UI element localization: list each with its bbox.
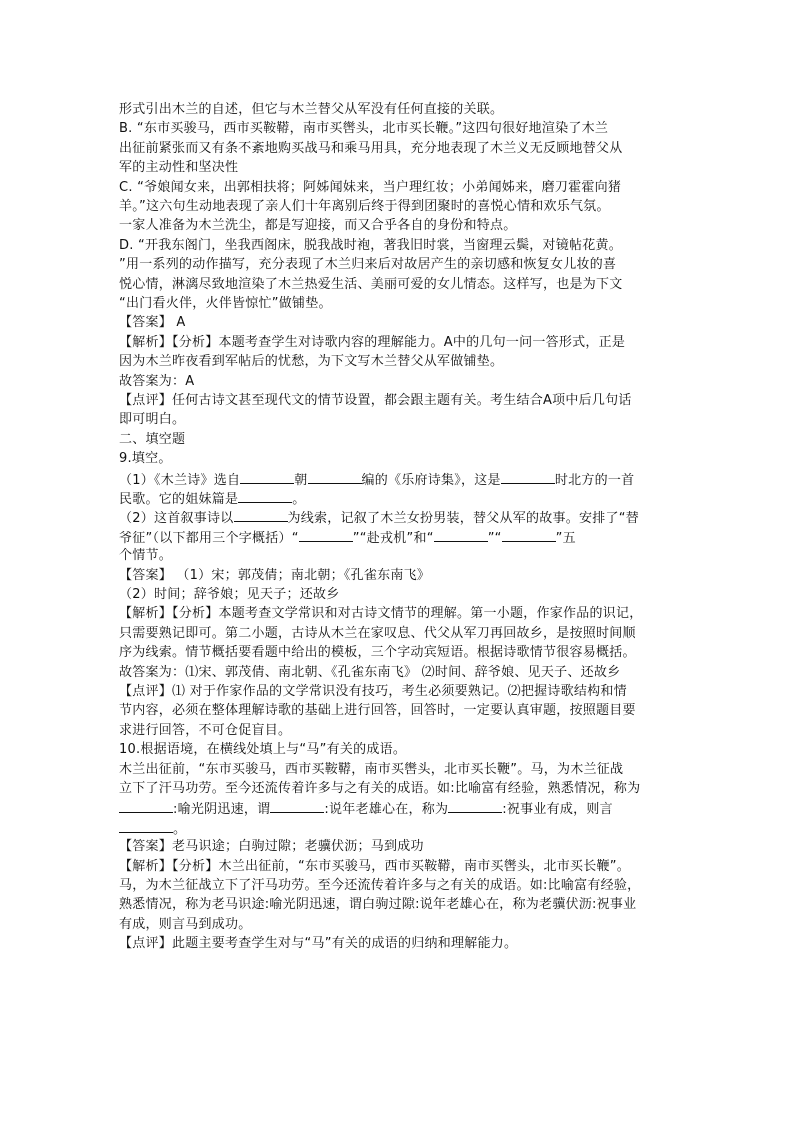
text-line: 9.填空。 <box>119 451 172 467</box>
fill-in-blank <box>119 799 173 813</box>
text-segment: （1）《木兰诗》选自 <box>119 472 241 488</box>
text-line <box>119 470 634 490</box>
text-line: 木兰出征前，“东市买骏马，西市买鞍鞯，南市买辔头，北市买长鞭”。马，为木兰征战 <box>119 761 624 777</box>
text-segment: 。 <box>292 492 306 507</box>
text-line: 立下了汗马功劳。至今还流传着许多与之有关的成语。如:比喻富有经验，熟悉情况，称为 <box>119 781 641 796</box>
text-segment: 。 <box>173 821 187 837</box>
fill-in-blank <box>448 799 502 813</box>
fill-in-blank <box>434 528 488 542</box>
text-segment: :说年老雄心在，称为 <box>324 802 449 818</box>
text-line: 【解析】【分析】本题考查文学常识和对古诗文情节的理解。第一小题，作家作品的识记， <box>119 606 643 622</box>
text-segment: :祝事业有成，则言 <box>502 802 613 818</box>
text-line: 【答案】 （1）宋；郭茂倩；南北朝；《孔雀东南飞》 <box>119 567 431 583</box>
text-line: 【点评】⑴ 对于作家作品的文学常识没有技巧，考生必须要熟记。⑵把握诗歌结构和情 <box>119 684 627 699</box>
text-segment: （2）这首叙事诗以 <box>119 511 234 527</box>
text-line: ”用一系列的动作描写，充分表现了木兰归来后对故居产生的亲切感和恢复女儿妆的喜 <box>119 257 617 273</box>
text-line: 【点评】此题主要考查学生对与“马”有关的成语的归纳和理解能力。 <box>119 936 518 952</box>
text-segment: 朝 <box>294 472 308 488</box>
fill-in-blank <box>308 470 362 484</box>
text-line: 形式引出木兰的自述，但它与木兰替父从军没有任何直接的关联。 <box>119 102 504 117</box>
text-segment: 为线索，记叙了木兰女扮男装，替父从军的故事。安排了“替 <box>287 511 640 527</box>
text-line: B. “东市买骏马，西市买鞍鞯，南市买辔头，北市买长鞭。”这四句很好地渲染了木兰 <box>119 121 609 137</box>
text-line: 二、填空题 <box>119 431 186 447</box>
text-line: 节内容，必须在整体理解诗歌的基础上进行回答，回答时，一定要认真审题，按照题目要 <box>119 703 636 719</box>
text-segment: ”“ <box>487 530 502 546</box>
text-line: 有成，则言马到成功。 <box>119 916 252 932</box>
text-line: 序为线索。情节概括要看题中给出的模板，三个字动宾短语。根据诗歌情节很容易概括。 <box>119 645 636 661</box>
text-line <box>119 508 639 528</box>
text-segment: ”“赴戎机”和“ <box>352 530 434 546</box>
text-line <box>119 489 306 509</box>
text-line: C. “爷娘闻女来，出郭相扶将；阿姊闻妹来，当户理红妆；小弟闻姊来，磨刀霍霍向猪 <box>119 179 622 195</box>
text-line: 【答案】 A <box>119 315 186 331</box>
text-line: “出门看火伴，火伴皆惊忙”做铺垫。 <box>119 296 332 311</box>
text-segment: 时北方的一首 <box>554 472 635 488</box>
text-line: 因为木兰昨夜看到军帖后的忧愁，为下文写木兰替父从军做铺垫。 <box>119 354 504 370</box>
text-line: 故答案为：⑴宋、郭茂倩、南北朝、《孔雀东南飞》 ⑵时间、辞爷娘、见天子、还故乡 <box>119 664 621 680</box>
text-line: 即可明白。 <box>119 412 186 428</box>
text-line: 【答案】老马识途；白驹过隙；老骥伏沥；马到成功 <box>119 839 424 855</box>
text-line: 悦心情，淋漓尽致地渲染了木兰热爱生活、美丽可爱的女儿情态。这样写，也是为下文 <box>119 276 623 292</box>
text-line: 【解析】【分析】木兰出征前，“东市买骏马，西市买鞍鞯，南市买辔头，北市买长鞭”。 <box>119 858 630 874</box>
text-line: 故答案为：A <box>119 373 195 389</box>
fill-in-blank <box>501 470 555 484</box>
fill-in-blank <box>234 508 288 522</box>
text-line: D. “开我东阁门，坐我西阁床，脱我战时袍，著我旧时裳，当窗理云鬓，对镜帖花黄。 <box>119 237 623 253</box>
text-line: （2）时间；辞爷娘；见天子；还故乡 <box>119 587 340 602</box>
text-line: 10.根据语境，在横线处填上与“马”有关的成语。 <box>119 742 407 758</box>
text-line: 个情节。 <box>119 548 173 564</box>
text-line: 【点评】任何古诗文甚至现代文的情节设置，都会跟主题有关。考生结合A项中后几句话 <box>119 393 632 408</box>
text-line: 军的主动性和坚决性 <box>119 160 239 176</box>
fill-in-blank <box>240 470 294 484</box>
fill-in-blank <box>502 528 556 542</box>
text-segment: ”五 <box>555 530 576 546</box>
text-line: 求进行回答，不可仓促盲目。 <box>119 722 292 738</box>
text-line: 出征前紧张而又有条不紊地购买战马和乘马用具，充分地表现了木兰义无反顾地替父从 <box>119 140 623 156</box>
text-line: 马，为木兰征战立下了汗马功劳。至今还流传着许多与之有关的成语。如:比喻富有经验， <box>119 878 641 893</box>
text-line: 一家人准备为木兰洗尘，都是写迎接，而又合乎各自的身份和特点。 <box>119 218 517 234</box>
text-line <box>119 799 613 819</box>
text-line <box>119 528 576 548</box>
text-segment: 编的《乐府诗集》，这是 <box>361 472 501 488</box>
text-line: 【解析】【分析】本题考查学生对诗歌内容的理解能力。A中的几句一问一答形式，正是 <box>119 334 626 350</box>
text-segment: 爷征”（以下都用三个字概括）“ <box>119 530 299 546</box>
fill-in-blank <box>238 489 292 503</box>
text-line: 羊。”这六句生动地表现了亲人们十年离别后终于得到团聚时的喜悦心情和欢乐气氛。 <box>119 199 610 214</box>
fill-in-blank <box>119 819 173 833</box>
text-line: 熟悉情况，称为老马识途:喻光阴迅速，谓白驹过隙:说年老雄心在，称为老骥伏沥:祝事业 <box>119 897 637 913</box>
text-line: 只需要熟记即可。第二小题，古诗从木兰在家叹息、代父从军刀再回故乡，是按照时间顺 <box>119 625 636 641</box>
text-segment: 民歌。它的姐妹篇是 <box>119 492 239 507</box>
text-segment: :喻光阴迅速，谓 <box>173 802 271 818</box>
text-line <box>119 819 186 839</box>
fill-in-blank <box>270 799 324 813</box>
fill-in-blank <box>299 528 353 542</box>
